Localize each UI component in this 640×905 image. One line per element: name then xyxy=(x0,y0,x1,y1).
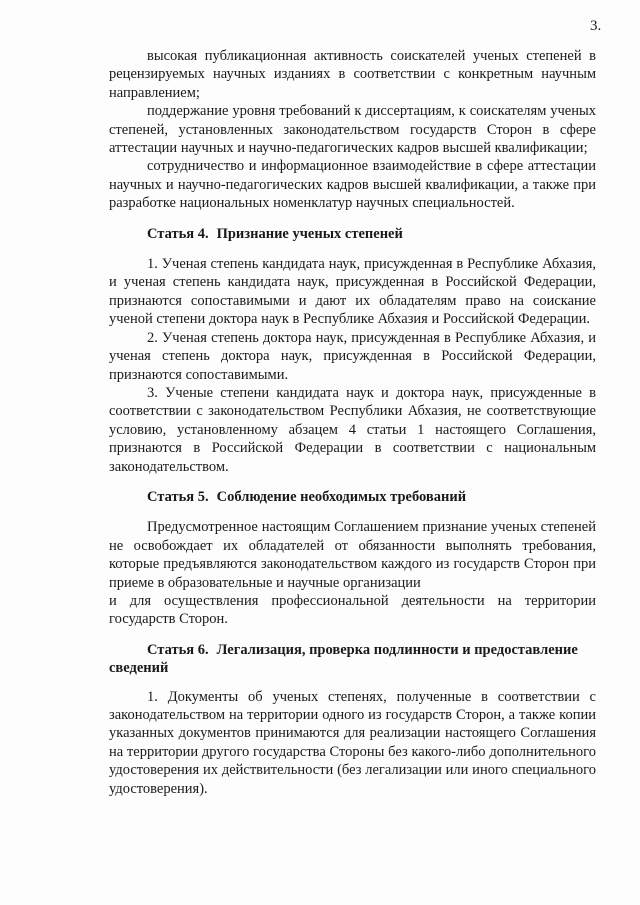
document-body xyxy=(109,47,596,798)
article-5-paragraph: и для осуществления профессиональной деятельности на территории государств Сторон. xyxy=(109,592,596,628)
article-5-heading xyxy=(109,488,596,506)
intro-paragraph: сотрудничество и информационное взаимодействие в сфере аттестации научных и научно-педагогических кадров высшей квалификации, а также при разработке национальных номенклатур научных специальностей. xyxy=(109,158,596,212)
article-4-label: Статья 4. xyxy=(147,225,209,242)
article-6-heading xyxy=(109,641,596,678)
article-5-label: Статья 5. xyxy=(147,488,209,505)
article-6-paragraph: 1. Документы об ученых степенях, полученные в соответствии с законодательством на территории одного из государств Сторон, а также копии указанных документов принимаются для реализации настоящего Соглашения на территории другого государства Стороны без какого-либо дополнительного удостоверения их действительности (без легализации или иного специального удостоверения). xyxy=(109,688,596,797)
page-number: 3. xyxy=(590,18,602,34)
article-6-label: Статья 6. xyxy=(147,641,209,658)
intro-paragraph: высокая публикационная активность соискателей ученых степеней в рецензируемых научных изданиях в соответствии с конкретным научным направлением; xyxy=(109,48,596,101)
article-4-title: Признание ученых степеней xyxy=(216,225,403,242)
article-4-paragraph: 3. Ученые степени кандидата наук и доктора наук, присужденные в соответствии с законодательством Республики Абхазия, не соответствующие условию, установленному абзацем 4 статьи 1 настоящего Соглашения, признаются в Российской Федерации в соответствии с национальным законодательством. xyxy=(109,384,596,475)
article-4-paragraph: 1. Ученая степень кандидата наук, присужденная в Республике Абхазия, и ученая степень кандидата наук, присужденная в Российской Федерации, признаются сопоставимыми и дают их обладателям право на соискание ученой степени доктора наук в Республике Абхазия и Российской Федерации. xyxy=(109,256,596,328)
article-4-heading xyxy=(109,225,596,243)
article-5-paragraph: Предусмотренное настоящим Соглашением признание ученых степеней не освобождает их обладателей от обязанности выполнять требования, которые предъявляются законодательством каждого из государств Сторон при приеме в образовательные и научные организации xyxy=(109,519,596,591)
article-5-title: Соблюдение необходимых требований xyxy=(216,488,467,505)
article-6-title: Легализация, проверка подлинности и предоставление сведений xyxy=(109,641,578,677)
intro-paragraph: поддержание уровня требований к диссертациям, к соискателям ученых степеней, установленных законодательством государств Сторон в сфере аттестации научных и научно-педагогических кадров высшей квалификации; xyxy=(109,103,596,157)
article-4-paragraph: 2. Ученая степень доктора наук, присужденная в Республике Абхазия, и ученая степень доктора наук, присужденная в Российской Федерации, признаются сопоставимыми. xyxy=(109,329,596,383)
